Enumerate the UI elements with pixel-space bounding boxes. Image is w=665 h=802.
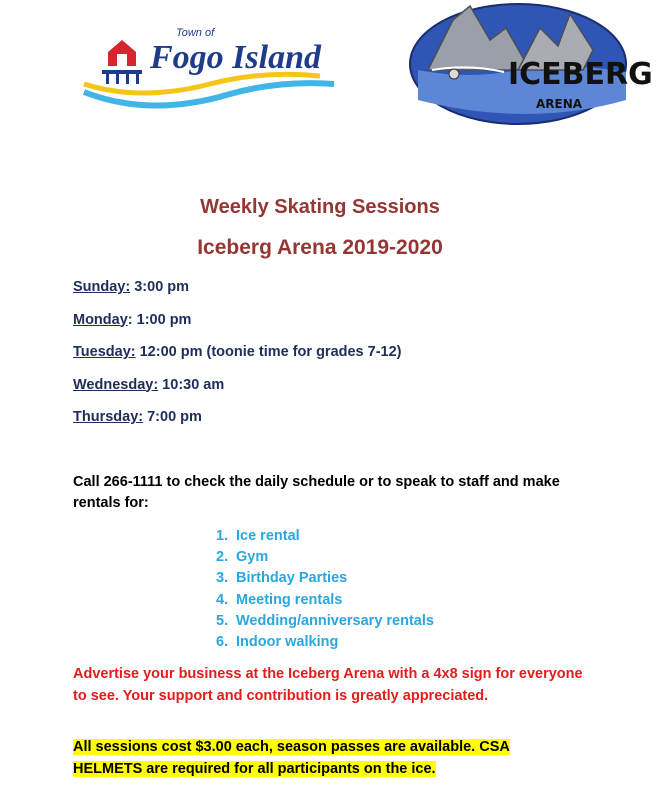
- schedule-list: [73, 278, 402, 441]
- fogo-name-text: Fogo Island: [150, 39, 321, 76]
- schedule-time: 7:00 pm: [143, 409, 202, 425]
- rentals-list: [216, 527, 434, 654]
- rental-number: 6.: [216, 633, 229, 650]
- schedule-row-tuesday: [73, 343, 402, 376]
- rental-label: Wedding/anniversary rentals: [236, 612, 434, 629]
- pricing-note-line-1: All sessions cost $3.00 each, season passes are available. CSA: [73, 739, 510, 755]
- schedule-day: Monday: [73, 311, 128, 328]
- pricing-note-line-2: HELMETS are required for all participants on the ice.: [73, 760, 436, 777]
- rental-item: [216, 527, 434, 548]
- schedule-day: Sunday:: [73, 279, 131, 295]
- schedule-day: Tuesday:: [73, 344, 136, 360]
- fogo-island-logo: [80, 22, 340, 114]
- rental-item: [216, 548, 434, 569]
- rental-number: 2.: [216, 549, 229, 566]
- schedule-row-monday: [73, 311, 402, 344]
- schedule-time: 3:00 pm: [130, 279, 190, 295]
- rental-label: Meeting rentals: [236, 591, 343, 608]
- rental-label: Ice rental: [236, 528, 300, 544]
- fogo-town-of-text: Town of: [176, 27, 215, 39]
- schedule-row-wednesday: [73, 376, 402, 409]
- rental-item: [216, 591, 434, 612]
- iceberg-sub-text: ARENA: [536, 97, 583, 111]
- call-text: Call 266-1111 to check the daily schedule or to speak to staff and make rentals for:: [73, 474, 560, 511]
- rental-label: Birthday Parties: [236, 570, 348, 587]
- page-title: Weekly Skating Sessions: [200, 196, 440, 218]
- rental-item: [216, 633, 434, 654]
- page-subtitle: Iceberg Arena 2019-2020: [197, 236, 443, 259]
- iceberg-arena-logo: [408, 0, 653, 128]
- advert-text: Advertise your business at the Iceberg Arena with a 4x8 sign for everyone to see. Your support and contribution is greatly appreciated.: [73, 666, 583, 704]
- schedule-row-sunday: [73, 278, 402, 311]
- schedule-day: Thursday:: [73, 409, 144, 425]
- rental-item: [216, 569, 434, 590]
- schedule-time: : 1:00 pm: [127, 311, 192, 328]
- schedule-time: 10:30 am: [158, 376, 225, 393]
- schedule-day: Wednesday:: [73, 376, 159, 393]
- iceberg-name-text: ICEBERG: [508, 57, 653, 92]
- rental-label: Gym: [236, 549, 269, 566]
- rental-number: 1.: [216, 528, 229, 544]
- schedule-time: 12:00 pm (toonie time for grades 7-12): [135, 344, 402, 360]
- schedule-row-thursday: [73, 408, 402, 441]
- rental-item: [216, 612, 434, 633]
- rental-number: 4.: [216, 591, 229, 608]
- rental-label: Indoor walking: [236, 633, 339, 650]
- rental-number: 3.: [216, 570, 229, 587]
- pricing-note: [73, 737, 593, 780]
- rental-number: 5.: [216, 612, 229, 629]
